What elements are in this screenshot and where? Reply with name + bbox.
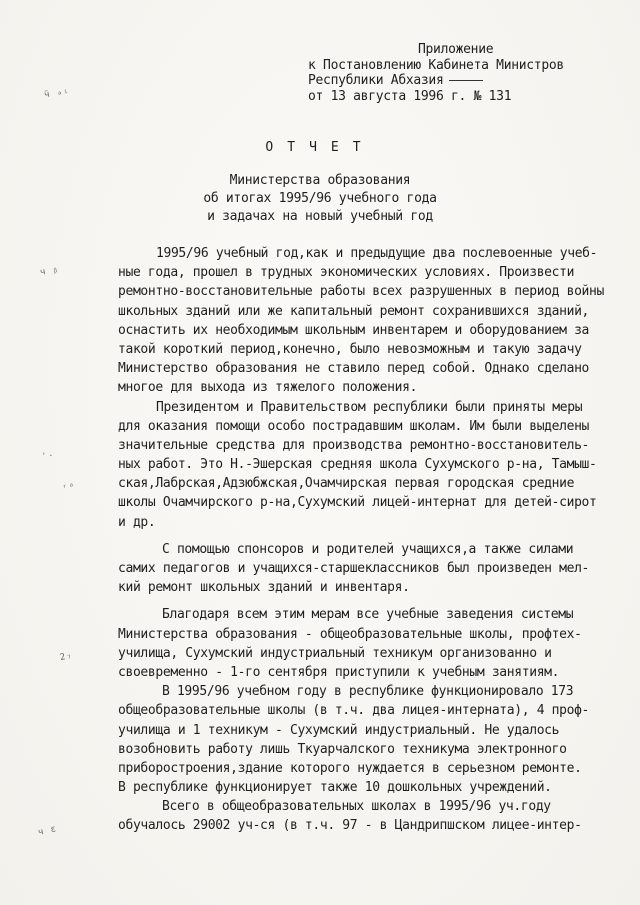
header-line-date: от 13 августа 1996 г. № 131 <box>308 88 512 104</box>
subtitle-line: и задачах на новый учебный год <box>207 209 433 224</box>
body-line: ные года, прошел в трудных экономических условиях. Произвести <box>118 265 575 281</box>
body-line: Министерство образования не ставило перед собой. Однако сделано <box>118 361 590 377</box>
underline-mark <box>449 80 483 81</box>
body-line: приборостроения,здание которого нуждается в серьезном ремонте. <box>118 760 582 776</box>
margin-note: ч ᵦ <box>39 264 61 278</box>
report-title: ОТЧЕТ <box>265 140 375 155</box>
body-line: С помощью спонсоров и родителей учащихся,а также силами <box>162 541 574 557</box>
body-line: значительные средства для производства ремонтно-восстановитель- <box>118 437 590 453</box>
margin-note: 2₇ <box>59 650 74 664</box>
body-line: училища, Сухумский индустриальный техникум организованно и <box>118 645 552 661</box>
body-line: Министерства образования - общеобразовательные школы, профтех- <box>118 626 582 642</box>
body-line: своевременно - 1-го сентября приступили к учебным занятиям. <box>118 664 560 680</box>
body-line: общеобразовательные школы (в т.ч. два лицея-интерната), 4 проф- <box>118 703 590 719</box>
margin-note: ᵣₐ <box>61 478 76 492</box>
body-line: Президентом и Правительством республики были приняты меры <box>156 399 583 415</box>
body-line: кий ремонт школьных зданий и инвентаря. <box>118 580 410 596</box>
body-line: В 1995/96 учебном году в республике функционировало 173 <box>162 684 574 700</box>
body-line: Всего в общеобразовательных школах в 1995/96 уч.году <box>162 799 551 815</box>
body-line: такой короткий период,конечно, было невозможным и такую задачу <box>118 341 582 357</box>
body-line: ных работ. Это Н.-Эшерская средняя школа Сухумского р-на, Тамыш- <box>118 457 597 473</box>
header-line-decree: к Постановлению Кабинета Министров <box>308 57 564 73</box>
margin-note: ӵ ₐᵢ <box>43 85 71 101</box>
report-subtitle <box>160 172 480 226</box>
body-line: Благодаря всем этим мерам все учебные заведения системы <box>162 607 574 623</box>
report-body <box>118 244 608 836</box>
body-line: обучалось 29002 уч-ся (в т.ч. 97 - в Цандрипшском лицее-интер- <box>118 818 582 834</box>
body-line: многое для выхода из тяжелого положения. <box>118 380 418 396</box>
body-line: для оказания помощи особо пострадавшим школам. Им были выделены <box>118 418 590 434</box>
header-line-republic: Республики Абхазия <box>308 73 608 89</box>
margin-note: ʹ· <box>41 450 56 464</box>
margin-note: ч ԑ <box>37 824 59 838</box>
body-line: 1995/96 учебный год,как и предыдущие два послевоенные учеб- <box>156 246 598 261</box>
header-line-appendix: Приложение <box>418 42 494 57</box>
body-line: и др. <box>118 514 156 530</box>
body-line: ремонтно-восстановительные работы всех разрушенных в период войны <box>118 284 604 300</box>
body-line: самих педагогов и учащихся-старшеклассников был произведен мел- <box>118 561 590 576</box>
body-line: оснастить их необходимым школьным инвентарем и оборудованием за <box>118 322 590 338</box>
body-line: школьных зданий или же капитальный ремонт сохранившихся зданий, <box>118 303 590 319</box>
body-line: возобновить работу лишь Ткуарчалского техникума электронного <box>118 741 567 757</box>
document-header <box>308 42 608 104</box>
subtitle-line: об итогах 1995/96 учебного года <box>203 191 437 206</box>
body-line: В республике функционирует также 10 дошкольных учреждений. <box>118 780 552 796</box>
body-line: училища и 1 техникум - Сухумский индустриальный. Не удалось <box>118 722 560 738</box>
body-line: ская,Лабрская,Адзюбжская,Очамчирская первая городская средние <box>118 476 575 492</box>
subtitle-line: Министерства образования <box>229 173 411 188</box>
body-line: школы Очамчирского р-на,Сухумский лицей-интернат для детей-сирот <box>118 495 597 511</box>
